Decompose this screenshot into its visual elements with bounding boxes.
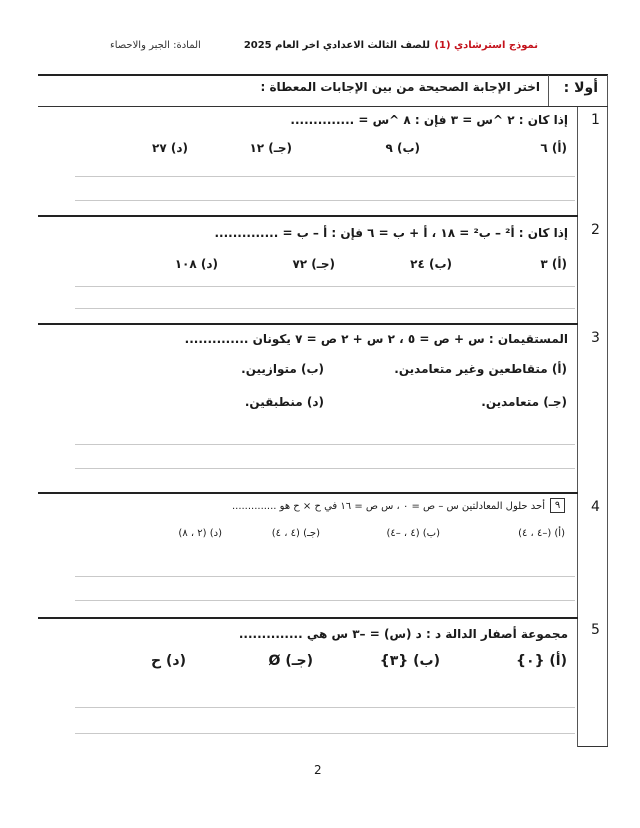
answer-line [75, 600, 575, 601]
question-3-option-d[interactable]: (د) منطبقين. [244, 395, 324, 409]
question-3-text: المستقيمان : س + ص = ٥ ، ٢ س + ٢ ص = ٧ يكونان .............. [184, 332, 568, 346]
question-4-option-c[interactable]: (جـ) (٤ ، ٤) [271, 528, 320, 539]
question-1-text: إذا كان : ٢ ^س = ٣ فإن : ٨ ^س = .............. [290, 113, 568, 127]
header-grade-year: للصف الثالث الاعدادي اخر العام 2025 [243, 40, 430, 51]
header-subject: المادة: الجبر والاحصاء [110, 40, 201, 51]
question-5-number: 5 [591, 622, 600, 638]
question-separator [38, 323, 578, 325]
answer-line [75, 576, 575, 577]
answer-line [75, 176, 575, 177]
question-5-text: مجموعة أصفار الدالة د : د (س) = –٣ س هي .............. [238, 627, 568, 641]
question-3-option-b[interactable]: (ب) متوازيين. [241, 362, 324, 376]
question-2-option-d[interactable]: (د) ١٠٨ [174, 257, 218, 271]
question-2-option-c[interactable]: (جـ) ٧٢ [292, 257, 335, 271]
section-bottom-border [38, 106, 608, 107]
question-1-option-d[interactable]: (د) ٢٧ [152, 141, 188, 155]
section-top-border [38, 74, 608, 76]
question-4-text: أحد حلول المعادلتين س – ص = ٠ ، س ص = ١٦ في ح × ح هو .............. [231, 501, 545, 512]
question-5-option-a[interactable]: (أ) {٠} [516, 653, 567, 669]
question-2-option-a[interactable]: (أ) ٣ [540, 257, 567, 271]
number-column-border [577, 107, 578, 747]
answer-line [75, 286, 575, 287]
question-5-option-d[interactable]: (د) ح [151, 653, 186, 669]
question-2-text: إذا كان : أ² – ب² = ١٨ ، أ + ب = ٦ فإن : أ – ب = .............. [214, 226, 568, 240]
header-model: نموذج استرشادي (1) [434, 40, 538, 51]
answer-line [75, 733, 575, 734]
section-instruction: اختر الإجابة الصحيحة من بين الإجابات المعطاة : [260, 80, 540, 94]
question-4-number: 4 [591, 499, 600, 515]
page-number: 2 [314, 763, 322, 777]
question-5-option-b[interactable]: (ب) {٣} [379, 653, 440, 669]
question-5-option-c[interactable]: (جـ) Ø [268, 653, 313, 669]
question-3-option-a[interactable]: (أ) متقاطعين وغير متعامدين. [394, 362, 567, 376]
question-1-option-b[interactable]: (ب) ٩ [385, 141, 420, 155]
question-separator [38, 617, 578, 619]
question-1-option-c[interactable]: (جـ) ١٢ [249, 141, 292, 155]
question-3-option-c[interactable]: (جـ) متعامدين. [481, 395, 567, 409]
answer-line [75, 308, 575, 309]
question-separator [38, 492, 578, 494]
question-1-option-a[interactable]: (أ) ٦ [540, 141, 567, 155]
question-4-option-d[interactable]: (د) (٢ ، ٨) [178, 528, 222, 539]
section-label-divider [548, 75, 549, 107]
question-4-option-b[interactable]: (ب) (٤ ، –٤) [386, 528, 440, 539]
section-label: أولا : [563, 80, 598, 96]
answer-line [75, 707, 575, 708]
question-1-number: 1 [591, 112, 600, 128]
question-4-option-a[interactable]: (أ) (–٤ ، ٤) [518, 528, 565, 539]
question-separator [38, 215, 578, 217]
answer-line [75, 468, 575, 469]
question-2-option-b[interactable]: (ب) ٢٤ [410, 257, 452, 271]
right-page-border [607, 75, 608, 747]
answer-line [75, 200, 575, 201]
answer-line [75, 444, 575, 445]
bottom-edge [578, 746, 608, 747]
question-2-number: 2 [591, 222, 600, 238]
question-3-number: 3 [591, 330, 600, 346]
question-4-tag: ٩ [550, 498, 565, 513]
